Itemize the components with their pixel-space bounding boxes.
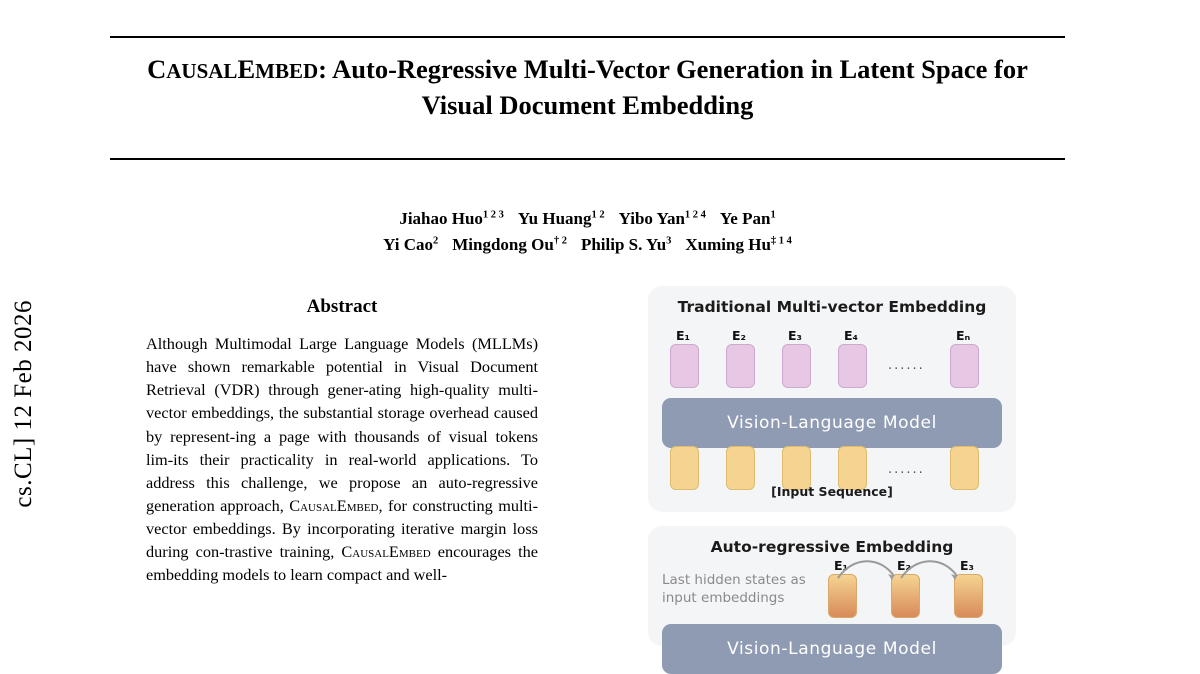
author-name: Yu Huang [517,209,592,228]
ar-vision-language-model-bar: Vision-Language Model [662,624,1002,674]
output-token-label-n: Eₙ [956,328,971,343]
method-name: CausalEmbed [341,542,431,562]
header-rule-top [110,36,1065,38]
author-affil-sup: 2 [433,235,439,247]
arxiv-stamp: cs.CL] 12 Feb 2026 [10,300,37,508]
vision-language-model-bar: Vision-Language Model [662,398,1002,448]
output-token-label-1: E₁ [676,328,691,343]
title-smallcaps-e: E [237,54,256,84]
page-title [110,52,1065,124]
input-ellipsis: ...... [888,462,925,477]
author-name: Mingdong Ou [452,235,554,255]
author-name: Xuming Hu [685,235,771,255]
author-line-1 [110,206,1065,232]
output-token-1 [670,344,699,388]
output-token-4 [838,344,867,388]
figure-panel-traditional [648,286,1016,512]
author-list [110,206,1065,259]
output-token-label-4: E₄ [844,328,859,343]
panel-autoregressive-title: Auto-regressive Embedding [710,538,954,556]
author-name: Yibo Yan [618,209,685,228]
figure-panel-autoregressive [648,526,1016,659]
author-affil-sup: 3 [666,235,672,247]
author-name: Ye Pan [719,209,771,228]
author-name: Jiahao Huo [399,209,483,228]
author-line-2 [110,232,1065,258]
output-token-label-3: E₃ [788,328,803,343]
title-line2: Visual Document Embedding [421,89,754,120]
paper-page [78,0,1118,659]
abstract-heading: Abstract [306,296,378,317]
output-token-n [950,344,979,388]
output-token-label-2: E₂ [732,328,747,343]
output-ellipsis: ...... [888,358,925,373]
title-smallcaps-c: C [147,54,167,84]
abstract-text-part: , for constructing multi-vector embeddings. By incorporating iterative margin loss during con-trastive training, [146,495,539,562]
ar-output-token-label-3: E₃ [960,558,975,573]
hidden-states-note: Last hidden states as input embeddings [662,572,806,606]
ar-output-token-label-1: E₁ [834,558,849,573]
abstract-text-part: Although Multimodal Large Language Models (MLLMs) have shown remarkable potential in Visual Document Retrieval (VDR) through gener-ating high-quality multi-vector embeddings, the substantial storage overhead caused by represent-ing a page with thousands of visual tokens lim-its their practicality in real-world applications. To address this challenge, we propose an auto-regressive generation approach, [146,334,538,515]
panel-traditional-title: Traditional Multi-vector Embedding [677,298,987,316]
author-affil-sup: 1 2 [591,209,605,221]
title-line1-tail: : Auto-Regressive Multi-Vector Generation in Latent Space for [318,54,1028,84]
header-rule-bottom [110,158,1065,160]
author-affil-sup: 1 [770,209,776,221]
author-affil-sup: ‡ 1 4 [770,235,792,247]
output-token-3 [782,344,811,388]
author-affil-sup: 1 2 4 [684,209,706,221]
title-smallcaps-mbed: MBED [255,59,319,83]
ar-output-token-label-2: E₂ [897,558,912,573]
method-name: CausalEmbed [289,495,379,515]
abstract-section [146,296,538,587]
author-name: Yi Cao [383,235,433,255]
author-affil-sup: † 2 [553,235,567,247]
output-token-2 [726,344,755,388]
author-name: Philip S. Yu [580,235,667,255]
abstract-body [146,332,538,587]
author-affil-sup: 1 2 3 [482,209,504,221]
input-sequence-caption: [Input Sequence] [771,484,893,499]
title-smallcaps-ausal: AUSAL [166,59,238,83]
abstract-text-part: encourages the embedding models to learn compact and well- [146,542,539,585]
figure-column [648,286,1016,659]
